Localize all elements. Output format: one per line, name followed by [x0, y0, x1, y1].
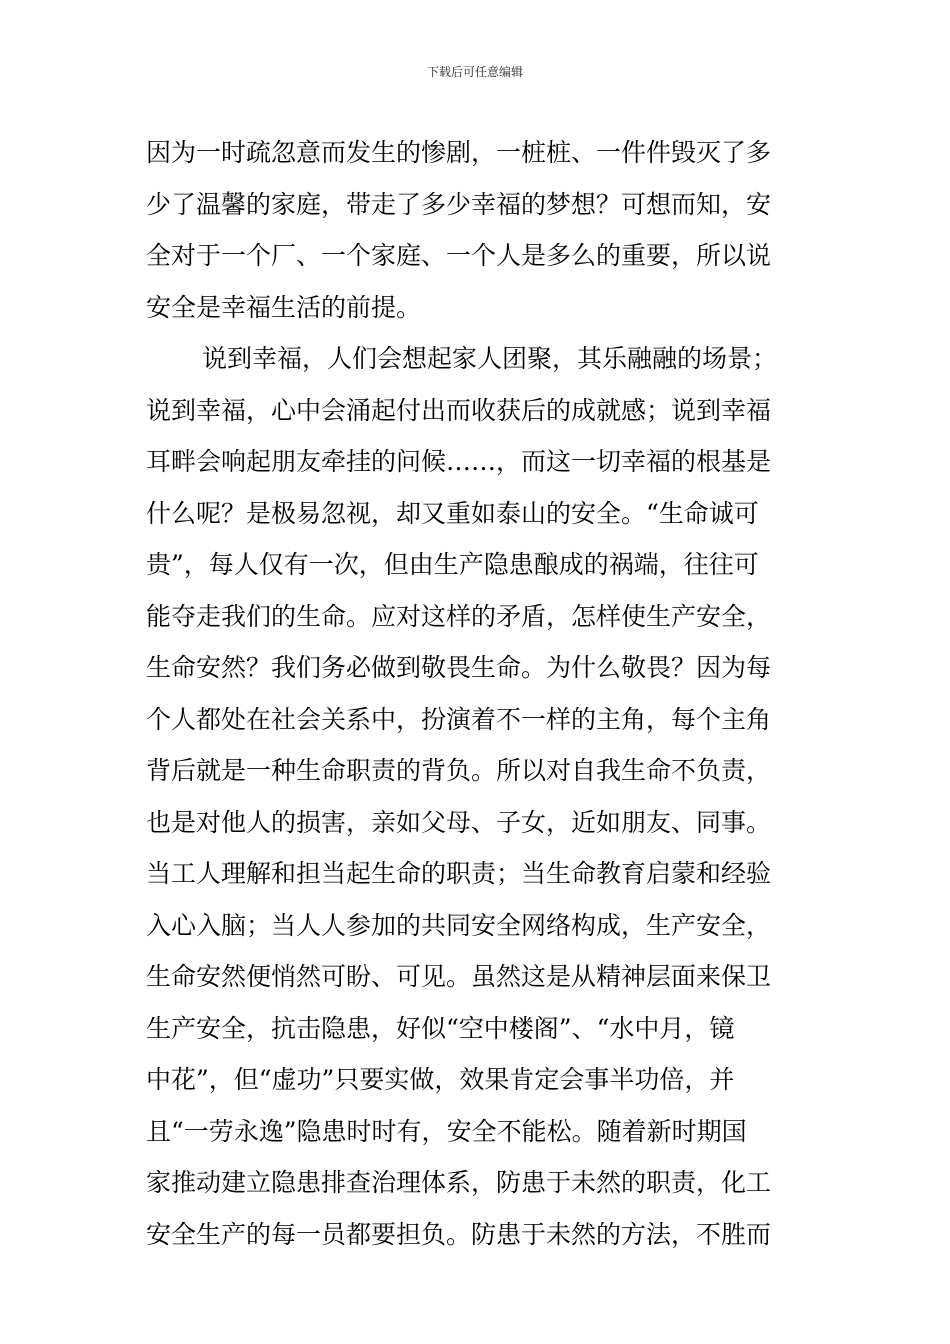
text-line: 当工人理解和担当起生命的职责；当生命教育启蒙和经验: [146, 859, 772, 888]
text-line: 能夺走我们的生命。应对这样的矛盾，怎样使生产安全，: [146, 601, 772, 631]
text-line: 生命安然？我们务必做到敬畏生命。为什么敬畏？因为每: [146, 653, 772, 682]
text-line: 生产安全，抗击隐患，好似“空中楼阁”、“水中月，镜: [146, 1013, 735, 1043]
text-line: 生命安然便悄然可盼、可见。虽然这是从精神层面来保卫: [146, 962, 772, 991]
text-line: 中花”，但“虚功”只要实做，效果肯定会事半功倍，并: [146, 1065, 735, 1094]
text-line: 因为一时疏忽意而发生的惨剧，一桩桩、一件件毁灭了多: [146, 138, 772, 167]
text-line: 什么呢？是极易忽视，却又重如泰山的安全。“生命诚可: [146, 498, 759, 528]
text-line: 贵”，每人仅有一次，但由生产隐患酿成的祸端，往往可: [146, 550, 759, 579]
text-line: 安全是幸福生活的前提。: [146, 292, 422, 322]
text-line: 少了温馨的家庭，带走了多少幸福的梦想？可想而知，安: [146, 189, 772, 219]
paragraph-first-line: 说到幸福，人们会想起家人团聚，其乐融融的场景；: [202, 344, 778, 373]
text-line: 个人都处在社会关系中，扮演着不一样的主角，每个主角: [146, 704, 772, 734]
body-text: [146, 127, 808, 1260]
text-line: 入心入脑；当人人参加的共同安全网络构成，生产安全，: [146, 910, 772, 940]
text-line: 说到幸福，心中会涌起付出而收获后的成就感；说到幸福: [146, 395, 772, 425]
text-line: 耳畔会响起朋友牵挂的问候……，而这一切幸福的根基是: [146, 447, 772, 476]
text-line: 家推动建立隐患排查治理体系，防患于未然的职责，化工: [146, 1168, 772, 1197]
text-line: 且“一劳永逸”隐患时时有，安全不能松。随着新时期国: [146, 1116, 747, 1146]
text-line: 全对于一个厂、一个家庭、一个人是多么的重要，所以说: [146, 241, 772, 270]
text-line: 安全生产的每一员都要担负。防患于未然的方法，不胜而: [146, 1219, 772, 1249]
text-line: 也是对他人的损害，亲如父母、子女，近如朋友、同事。: [146, 807, 772, 837]
text-line: 背后就是一种生命职责的背负。所以对自我生命不负责，: [146, 756, 772, 785]
page-header: 下载后可任意编辑: [426, 65, 523, 79]
